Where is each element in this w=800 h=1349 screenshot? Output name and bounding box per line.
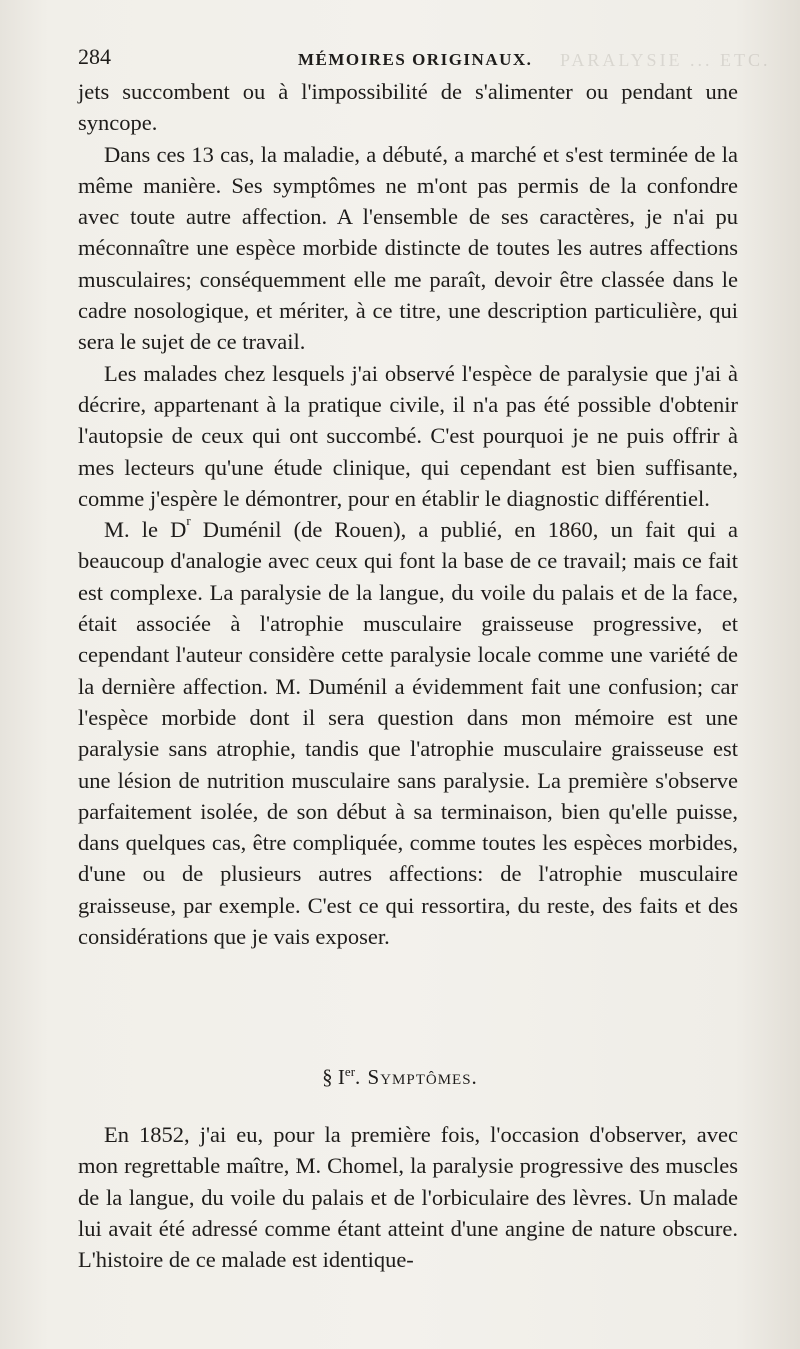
running-head: MÉMOIRES ORIGINAUX. [298,50,533,69]
superscript: r [186,513,191,529]
section-mark: § I [322,1065,345,1089]
page-number: 284 [78,44,111,69]
section-superscript: er [344,1064,356,1079]
body-text [78,76,738,952]
bleed-through-text: PARALYSIE ... ETC. [560,50,771,70]
paragraph: Dans ces 13 cas, la maladie, a débuté, a marché et s'est terminée de la même manière. Ses symptômes ne m'ont pas permis de la confondre avec toute autre affection. A l'ensemble de ses caractères, je n'ai pu méconnaître une espèce morbide distincte de toutes les autres affections musculaires; conséquemment elle me paraît, devoir être classée dans le cadre nosologique, et mériter, à ce titre, une description particulière, qui sera le sujet de ce travail. [78,141,738,355]
paragraph-text: Duménil (de Rouen), a publié, en 1860, un fait qui a beaucoup d'analogie avec ceux qui font la base de ce travail; mais ce fait est complexe. La paralysie de la langue, du voile du palais et de la face, était associée à l'atrophie musculaire graisseuse progressive, et cependant l'auteur considère cette paralysie locale comme une variété de la dernière affection. M. Duménil a évidemment fait une confusion; car l'espèce morbide dont il sera question dans mon mémoire est une paralysie sans atrophie, tandis que l'atrophie musculaire graisseuse est une lésion de nutrition musculaire sans paralysie. La première s'observe parfaitement isolée, de son début à sa terminaison, bien qu'elle puisse, dans quelques cas, être compliquée, comme toutes les espèces morbides, d'une ou de plusieurs autres affections: de l'atrophie musculaire graisseuse, par exemple. C'est ce qui ressortira, du reste, des faits et des considérations que je vais exposer. [78,517,739,950]
section-heading [0,1065,800,1090]
paragraph-continuation: jets succombent ou à l'impossibilité de s'alimenter ou pendant une syncope. [78,79,738,136]
paragraph-prefix: M. le D [104,517,187,543]
paragraph: En 1852, j'ai eu, pour la première fois, l'occasion d'observer, avec mon regrettable maître, M. Chomel, la paralysie progressive des muscles de la langue, du voile du palais et de l'orbiculaire des lèvres. Un malade lui avait été adressé comme étant atteint d'une angine de nature obscure. L'histoire de ce malade est identique- [78,1122,738,1273]
body-text-after-heading [78,1119,738,1275]
section-title-text: . Symptômes. [355,1065,478,1089]
paragraph-dumenil [78,514,738,952]
page-header [78,44,738,76]
paragraph: Les malades chez lesquels j'ai observé l'espèce de paralysie que j'ai à décrire, appartenant à la pratique civile, il n'a pas été possible d'obtenir l'autopsie de ceux qui ont succombé. C'est pourquoi je ne puis offrir à mes lecteurs qu'une étude clinique, qui cependant est bien suffisante, comme j'espère le démontrer, pour en établir le diagnostic différentiel. [78,360,738,511]
